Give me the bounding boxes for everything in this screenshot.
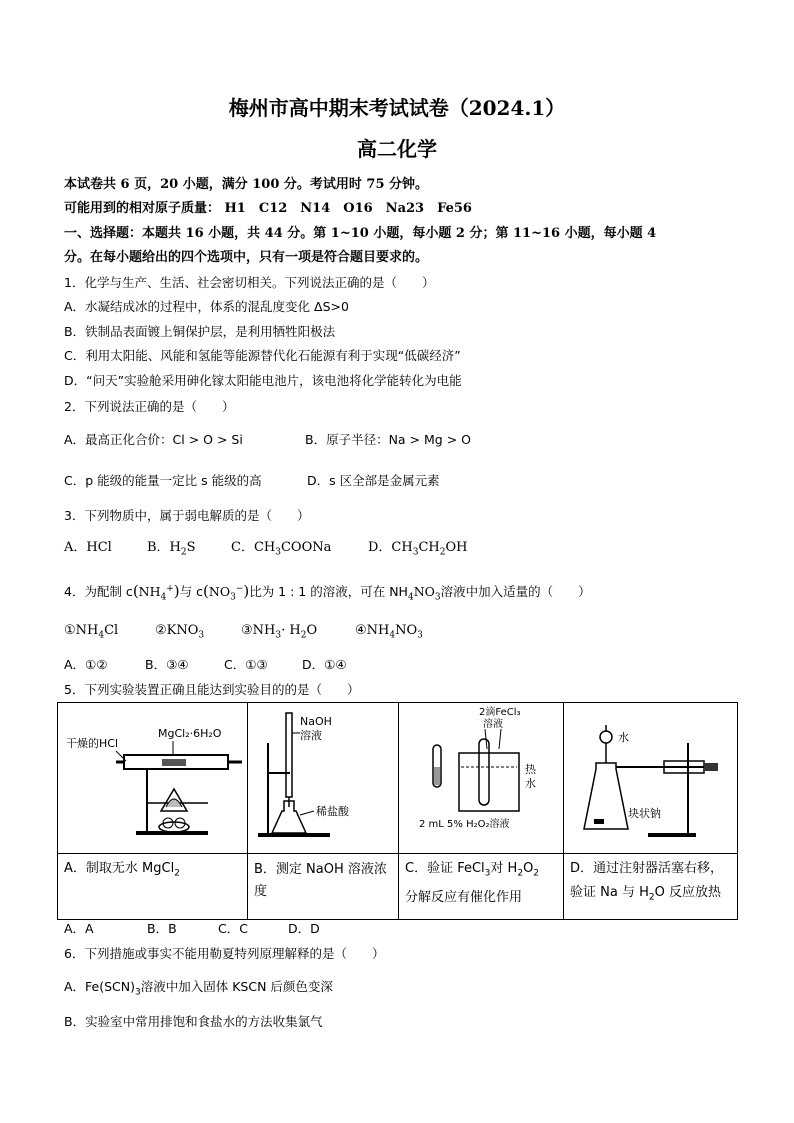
exam-title: 梅州市高中期末考试试卷（2024.1） (228, 96, 566, 120)
q4-item-1: $①NH_4Cl$ (64, 623, 119, 641)
label-naoh: NaOH (300, 715, 332, 728)
apparatus-a-cell (58, 703, 248, 854)
label-dilute-hcl: 稀盐酸 (316, 805, 349, 818)
q3-option-a: A．HCl (64, 540, 112, 555)
q2-option-b: B．原子半径：Na > Mg > O (305, 432, 471, 447)
label-dry-hcl: 干燥的HCl (66, 737, 119, 750)
q4-item-3: $③NH_3\cdot H_2O$ (241, 623, 318, 641)
label-hot: 热 (525, 763, 536, 776)
q5-stem: 5．下列实验装置正确且能达到实验目的的是（ ） (64, 682, 360, 697)
label-mgcl2: MgCl₂·6H₂O (158, 727, 222, 740)
label-sodium-block: 块状钠 (628, 807, 661, 820)
q5-option-c: C．C (218, 921, 248, 936)
q3-option-c: C．$CH_3COONa$ (231, 540, 332, 558)
apparatus-b-figure (248, 703, 399, 848)
caption-d: D．通过注射器活塞右移， 验证 Na 与 $H_2O$ 反应放热 (564, 854, 738, 920)
apparatus-d-figure (564, 703, 738, 848)
q4-option-d: D．①④ (302, 657, 347, 672)
q5-option-a: A．A (64, 921, 94, 936)
apparatus-b-cell (248, 703, 399, 854)
label-water-d: 水 (618, 731, 629, 744)
caption-b: B．测定 NaOH 溶液浓度 (248, 854, 399, 920)
caption-a: A．制取无水 MgCl$_2$ (58, 854, 248, 920)
q3-option-b: B．$H_2S$ (147, 540, 196, 558)
q1-option-b: B．铁制品表面镀上铜保护层，是利用牺牲阳极法 (64, 324, 336, 339)
section-heading-line-1: 一、选择题：本题共 16 小题，共 44 分。第 1~10 小题，每小题 2 分；第 11~16 小题，每小题 4 (64, 226, 657, 241)
q2-stem: 2．下列说法正确的是（ ） (64, 399, 235, 414)
q1-option-d: D．“问天”实验舱采用砷化镓太阳能电池片，该电池将化学能转化为电能 (64, 373, 462, 388)
intro-line-2: 可能用到的相对原子质量： H1 C12 N14 O16 Na23 Fe56 (64, 201, 472, 216)
intro-line-1: 本试卷共 6 页，20 小题，满分 100 分。考试用时 75 分钟。 (64, 177, 429, 192)
q4-option-c: C．①③ (224, 657, 268, 672)
q6-option-a: A．$Fe(SCN)_3$溶液中加入固体 KSCN 后颜色变深 (64, 979, 333, 998)
label-h2o2: 2 mL 5% H₂O₂溶液 (419, 819, 510, 830)
apparatus-c-figure (399, 703, 564, 848)
q4-option-a: A．①② (64, 657, 108, 672)
q6-option-b: B．实验室中常用排饱和食盐水的方法收集氯气 (64, 1014, 323, 1029)
q2-option-c: C．p 能级的能量一定比 s 能级的高 (64, 473, 262, 488)
q5-option-d: D．D (288, 921, 320, 936)
q3-option-d: D．$CH_3CH_2OH$ (368, 540, 468, 558)
q2-option-d: D．s 区全部是金属元素 (307, 473, 440, 488)
q1-option-c: C．利用太阳能、风能和氢能等能源替代化石能源有利于实现“低碳经济” (64, 348, 461, 363)
q4-item-4: $④NH_4NO_3$ (355, 623, 423, 641)
label-naoh-solution: 溶液 (300, 729, 322, 742)
q4-option-b: B．③④ (145, 657, 189, 672)
label-water: 水 (525, 777, 536, 790)
q2-option-a: A．最高正化合价：Cl > O > Si (64, 432, 243, 447)
label-fecl3-solution: 溶液 (483, 719, 503, 730)
apparatus-c-cell (399, 703, 564, 854)
apparatus-a-figure (58, 703, 248, 848)
section-heading-line-2: 分。在每小题给出的四个选项中，只有一项是符合题目要求的。 (64, 250, 429, 265)
q6-stem: 6．下列措施或事实不能用勒夏特列原理解释的是（ ） (64, 946, 385, 961)
q1-option-a: A．水凝结成冰的过程中，体系的混乱度变化 ΔS>0 (64, 299, 349, 314)
label-fecl3: 2滴FeCl₃ (479, 707, 521, 718)
q5-apparatus-table (57, 702, 738, 920)
q3-stem: 3．下列物质中，属于弱电解质的是（ ） (64, 508, 310, 523)
caption-c: C．验证 FeCl$_3$对 $H_2O_2$ 分解反应有催化作用 (399, 854, 564, 920)
subject-title: 高二化学 (357, 137, 437, 161)
apparatus-d-cell (564, 703, 738, 854)
q5-option-b: B．B (147, 921, 177, 936)
q4-stem: 4．为配制 $c(NH_4^+)$与 $c(NO_3^-)$比为 1 : 1 的溶液，可在 $NH_4NO_3$溶液中加入适量的（ ） (64, 582, 591, 603)
q1-stem: 1．化学与生产、生活、社会密切相关。下列说法正确的是（ ） (64, 275, 435, 290)
q4-item-2: $②KNO_3$ (155, 623, 205, 641)
